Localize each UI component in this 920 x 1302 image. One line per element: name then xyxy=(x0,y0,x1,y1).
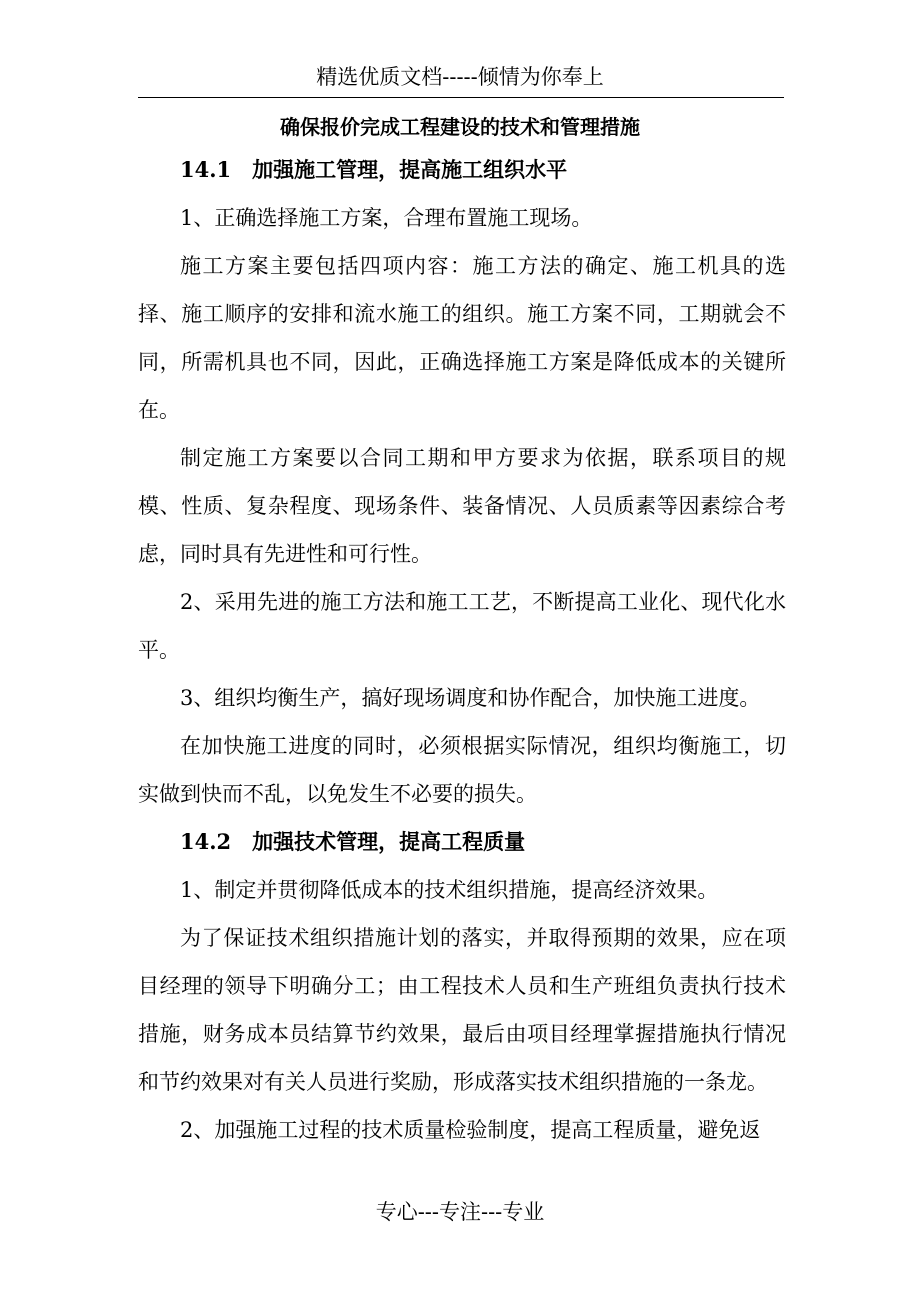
paragraph: 施工方案主要包括四项内容：施工方法的确定、施工机具的选择、施工顺序的安排和流水施工的组织。施工方案不同，工期就会不同，所需机具也不同，因此，正确选择施工方案是降低成本的关键所在。 xyxy=(138,254,786,422)
section-heading: 14.1 加强施工管理，提高施工组织水平 xyxy=(180,157,568,182)
paragraph: 在加快施工进度的同时，必须根据实际情况，组织均衡施工，切实做到快而不乱，以免发生不必要的损失。 xyxy=(138,734,786,806)
paragraph: 制定施工方案要以合同工期和甲方要求为依据，联系项目的规模、性质、复杂程度、现场条件、装备情况、人员质素等因素综合考虑，同时具有先进性和可行性。 xyxy=(138,446,786,566)
document-title: 确保报价完成工程建设的技术和管理措施 xyxy=(280,115,640,139)
paragraph: 3、组织均衡生产，搞好现场调度和协作配合，加快施工进度。 xyxy=(180,686,761,710)
paragraph: 1、制定并贯彻降低成本的技术组织措施，提高经济效果。 xyxy=(180,878,719,902)
section-heading: 14.2 加强技术管理，提高工程质量 xyxy=(180,829,526,854)
document-body xyxy=(138,146,786,1154)
page-header: 精选优质文档-----倾情为你奉上 xyxy=(316,65,604,89)
page-footer: 专心---专注---专业 xyxy=(375,1200,545,1224)
header-divider xyxy=(138,97,784,98)
paragraph: 1、正确选择施工方案，合理布置施工现场。 xyxy=(180,206,593,230)
paragraph: 2、加强施工过程的技术质量检验制度，提高工程质量，避免返 xyxy=(180,1118,761,1142)
paragraph: 2、采用先进的施工方法和施工工艺，不断提高工业化、现代化水平。 xyxy=(138,590,786,662)
paragraph: 为了保证技术组织措施计划的落实，并取得预期的效果，应在项目经理的领导下明确分工；由工程技术人员和生产班组负责执行技术措施，财务成本员结算节约效果，最后由项目经理掌握措施执行情况和节约效果对有关人员进行奖励，形成落实技术组织措施的一条龙。 xyxy=(138,926,786,1094)
